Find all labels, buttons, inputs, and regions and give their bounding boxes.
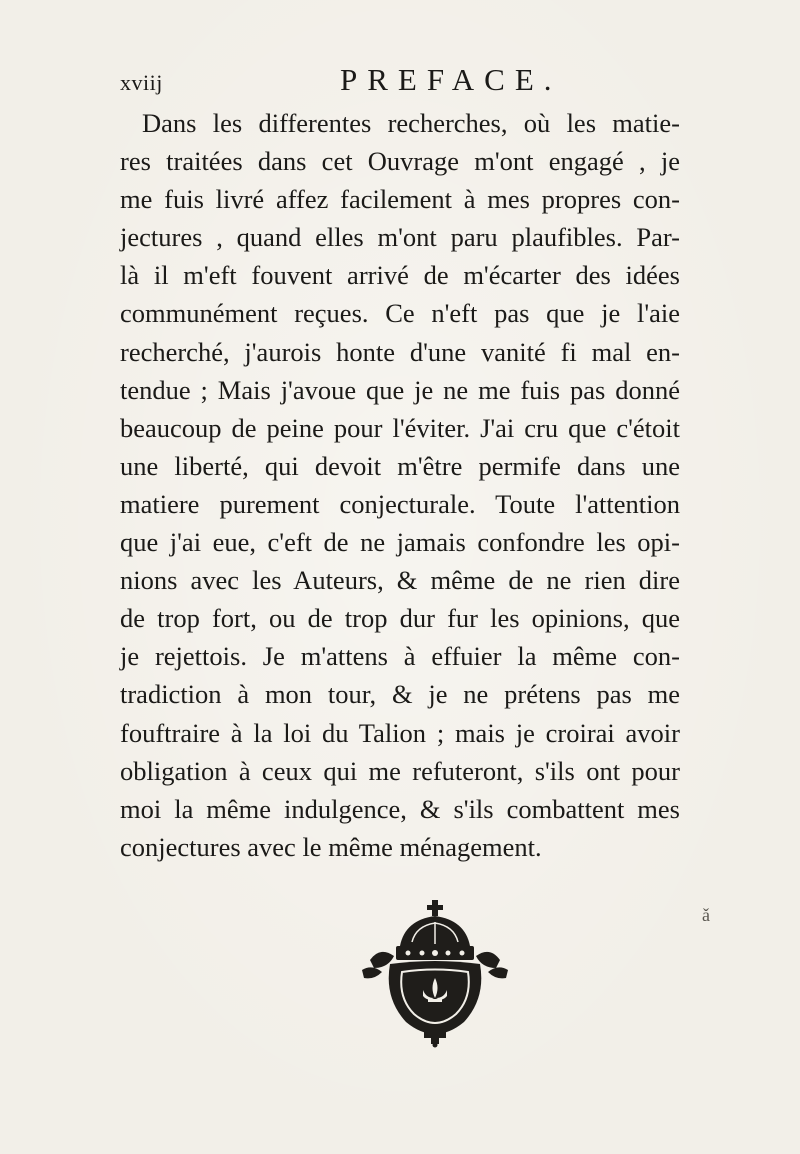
text-line: Dans les differentes recherches, où les matie-: [142, 108, 680, 138]
stray-ink-mark: ǎ: [702, 905, 710, 925]
royal-crown-arms-icon: [360, 898, 510, 1048]
text-line: nions avec les Auteurs, & même de ne rien dire: [120, 565, 680, 596]
text-line: là il m'eft fouvent arrivé de m'écarter des idées: [120, 260, 680, 291]
text-line: une liberté, qui devoit m'être permife dans une: [120, 450, 680, 481]
text-line: tendue ; Mais j'avoue que je ne me fuis pas donné: [120, 374, 680, 405]
text-line: res traitées dans cet Ouvrage m'ont engagé , je: [120, 146, 680, 177]
text-line: moi la même indulgence, & s'ils combattent mes: [120, 793, 680, 824]
text-line: conjectures avec le même ménagement.: [120, 831, 542, 862]
text-line: communément reçues. Ce n'eft pas que je l'aie: [120, 298, 680, 329]
text-line: de trop fort, ou de trop dur fur les opinions, que: [120, 603, 680, 634]
text-line: obligation à ceux qui me refuteront, s'ils ont pour: [120, 755, 680, 786]
folio-page-number: xviij: [120, 70, 163, 95]
page-header: [120, 62, 680, 102]
running-head: PREFACE.: [340, 62, 562, 97]
text-line: je rejettois. Je m'attens à effuier la même con-: [120, 641, 680, 672]
text-line: recherché, j'aurois honte d'une vanité fi mal en-: [120, 336, 680, 367]
text-line: jectures , quand elles m'ont paru plaufibles. Par-: [120, 222, 680, 253]
text-line: beaucoup de peine pour l'éviter. J'ai cru que c'étoit: [120, 412, 680, 443]
text-line: que j'ai eue, c'eft de ne jamais confondre les opi-: [120, 527, 680, 558]
text-line: fouftraire à la loi du Talion ; mais je croirai avoir: [120, 717, 680, 748]
text-line: matiere purement conjecturale. Toute l'attention: [120, 488, 680, 519]
preface-text: [120, 104, 680, 866]
text-line: me fuis livré affez facilement à mes propres con-: [120, 184, 680, 215]
text-line: tradiction à mon tour, & je ne prétens pas me: [120, 679, 680, 710]
